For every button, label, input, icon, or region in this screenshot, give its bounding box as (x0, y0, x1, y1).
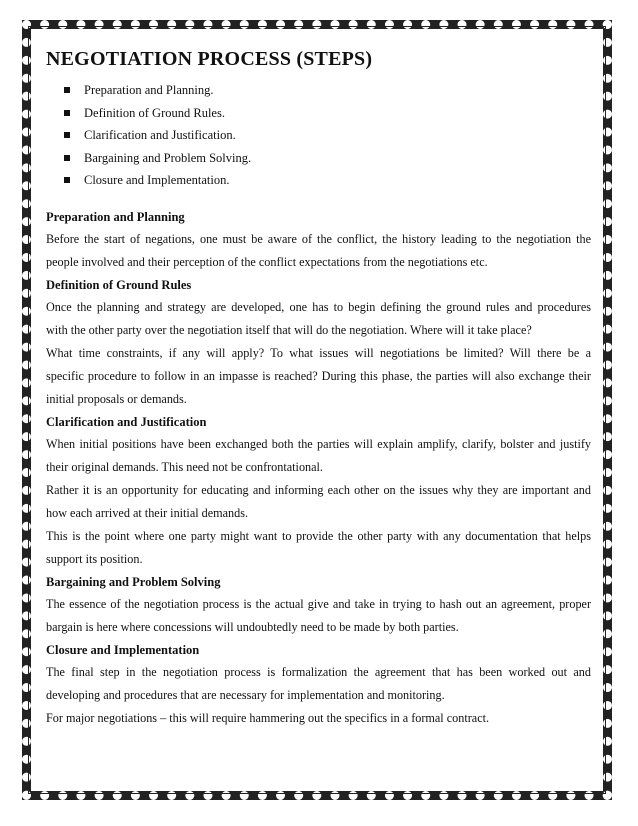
paragraph-line: Before the start of negations, one must be aware of the conflict, the history leading to the negotiation the (46, 231, 591, 246)
list-item (64, 169, 591, 192)
paragraph-line: The final step in the negotiation process is formalization the agreement that has been worked out and (46, 664, 591, 679)
square-bullet-icon (64, 87, 70, 93)
paragraph-line: initial proposals or demands. (46, 391, 187, 406)
section-heading-clarification: Clarification and Justification (46, 414, 207, 429)
paragraph-line: developing and procedures that are necessary for implementation and monitoring. (46, 687, 445, 702)
paragraph-line: Once the planning and strategy are developed, one has to begin defining the ground rules and procedures (46, 299, 591, 314)
list-item (64, 147, 591, 170)
paragraph-line: Rather it is an opportunity for educating and informing each other on the issues why they are important and (46, 482, 591, 497)
square-bullet-icon (64, 110, 70, 116)
paragraph-line: What time constraints, if any will apply? To what issues will negotiations be limited? Will there be a (46, 345, 591, 360)
section-heading-preparation: Preparation and Planning (46, 209, 185, 224)
step-label: Preparation and Planning. (84, 83, 214, 97)
document-body (46, 48, 591, 730)
paragraph-line: how each arrived at their initial demands. (46, 505, 249, 520)
paragraph-line: specific procedure to follow in an impasse is reached? During this phase, the parties will also exchange their (46, 368, 591, 383)
section-heading-bargaining: Bargaining and Problem Solving (46, 574, 221, 589)
list-item (64, 102, 591, 125)
square-bullet-icon (64, 132, 70, 138)
step-label: Definition of Ground Rules. (84, 105, 225, 120)
paragraph-line: people involved and their perception of the conflict expectations from the negotiations etc. (46, 254, 488, 269)
paragraph-line: When initial positions have been exchanged both the parties will explain amplify, clarify, bolster and justify (46, 436, 591, 451)
paragraph-line: support its position. (46, 551, 143, 566)
step-label: Bargaining and Problem Solving. (84, 150, 252, 165)
paragraph-line: bargain is here where concessions will undoubtedly need to be made by both parties. (46, 619, 459, 634)
step-label: Closure and Implementation. (84, 173, 230, 187)
paragraph-line: This is the point where one party might want to provide the other party with any documentation that helps (46, 528, 591, 543)
steps-list (46, 79, 591, 192)
list-item (64, 124, 591, 147)
list-item (64, 79, 591, 102)
paragraph-line: For major negotiations – this will require hammering out the specifics in a formal contract. (46, 710, 490, 725)
square-bullet-icon (64, 155, 70, 161)
paragraph-line: The essence of the negotiation process is the actual give and take in trying to hash out an agreement, proper (46, 596, 591, 611)
step-label: Clarification and Justification. (84, 128, 236, 142)
square-bullet-icon (64, 177, 70, 183)
section-heading-closure: Closure and Implementation (46, 642, 200, 657)
document-title: NEGOTIATION PROCESS (STEPS) (46, 48, 373, 70)
paragraph-line: with the other party over the negotiation itself that will do the negotiation. Where will it take place? (46, 322, 532, 337)
paragraph-line: their original demands. This need not be confrontational. (46, 459, 323, 474)
section-heading-ground-rules: Definition of Ground Rules (46, 277, 192, 292)
